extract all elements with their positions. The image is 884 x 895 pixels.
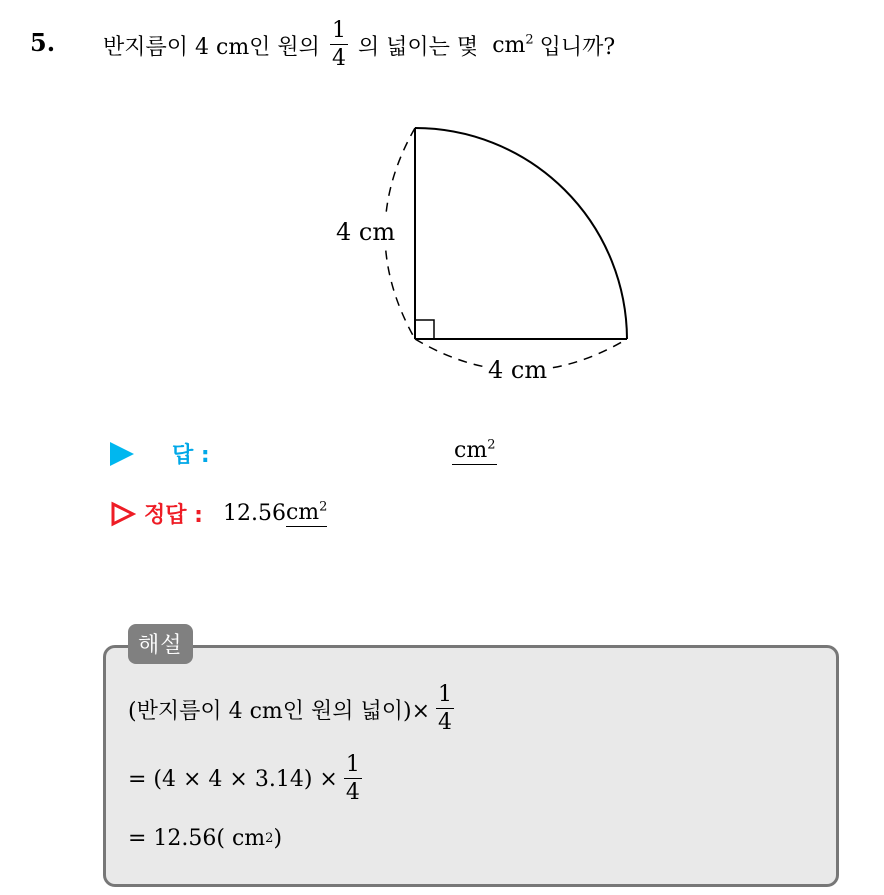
- explanation-line-3: = 12.56( cm 2 ): [128, 826, 283, 851]
- explanation-box: [103, 645, 839, 887]
- correct-value: 12.56: [222, 501, 286, 526]
- left-length-label: 4 cm: [336, 218, 396, 246]
- explanation-tab: 해설: [128, 624, 193, 664]
- question-text-middle: 의 넓이는 몇: [357, 34, 479, 60]
- question-number: 5.: [30, 28, 56, 57]
- correct-label: 정답 :: [144, 503, 203, 528]
- answer-row: [110, 438, 210, 469]
- right-angle-mark: [415, 320, 434, 339]
- question-unit: $cm^2$: [492, 32, 534, 58]
- answer-marker-icon: [110, 442, 134, 466]
- quarter-circle-figure: [320, 110, 650, 400]
- answer-label: 답 :: [172, 443, 210, 468]
- answer-unit: $cm^2$: [452, 438, 497, 465]
- question-text: [103, 20, 615, 70]
- bottom-length-label: 4 cm: [488, 356, 548, 384]
- explanation-fraction-2: $\frac{1}{4}$: [345, 752, 360, 805]
- question-text-after: 입니까?: [539, 34, 616, 60]
- question-text-before: 반지름이 4 cm인 원의: [103, 34, 320, 60]
- explanation-line-1: (반지름이 4 cm인 원의 넓이)× $\frac{1}{4}$: [128, 682, 453, 735]
- fraction-numerator: 1: [331, 18, 346, 43]
- question-fraction: [330, 20, 348, 70]
- explanation-fraction-1: $\frac{1}{4}$: [438, 682, 453, 735]
- quarter-circle-diagram: [320, 110, 650, 400]
- correct-unit: $cm^2$: [286, 500, 327, 527]
- fraction-denominator: 4: [331, 46, 346, 71]
- correct-marker-icon: [110, 501, 136, 527]
- explanation-line-2: = (4 × 4 × 3.14) × $\frac{1}{4}$: [128, 752, 360, 805]
- quarter-arc: [415, 128, 627, 339]
- correct-answer-row: [110, 498, 327, 529]
